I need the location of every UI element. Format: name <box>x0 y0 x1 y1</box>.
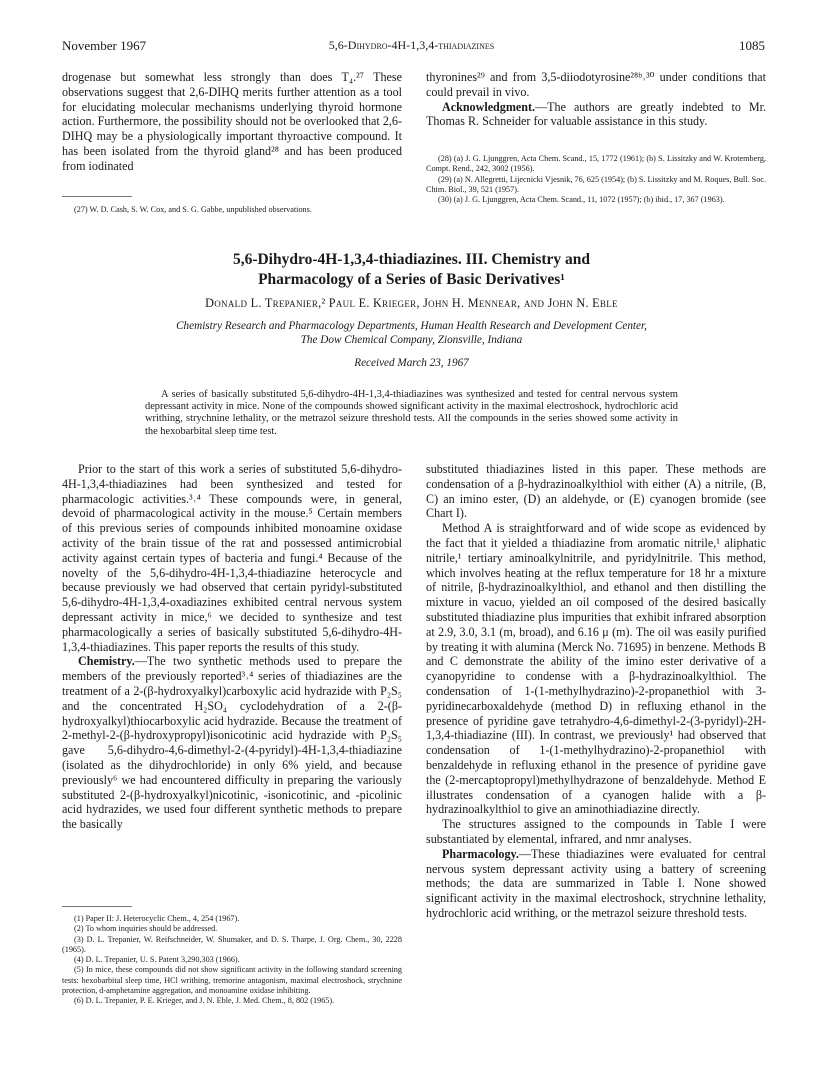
left-footnotes <box>62 914 402 1007</box>
top-left-paragraph: drogenase but somewhat less strongly than does T₄.²⁷ These observations suggest that 2,6-DIHQ merits further attention as a tool for elucidating molecular mechanisms underlying thyroid hormone action. Furthermore, the possibility should not be overlooked that 2,6-DIHQ may be a physiologically important thyroactive compound. It has been isolated from the thyroid gland²⁸ and has been produced from iodinated <box>62 70 402 173</box>
reference-list <box>426 154 766 205</box>
acknowledgment-paragraph <box>426 100 766 130</box>
footnote-item: (4) D. L. Trepanier, U. S. Patent 3,290,303 (1966). <box>74 955 240 965</box>
chemistry-text: —The two synthetic methods used to prepare the members of the previously reported³˒⁴ series of thiadiazines are the treatment of a 2-(β-hydroxyalkyl)carboxylic acid hydrazide with P₂S₅ and the concentrated H₂SO₄ cyclodehydration of a 2-(β-hydroxyalkyl)thiocarboxylic acid hydrazide. Because the treatment of 2-methyl-2-(β-hydroxypropyl)isonicotinic acid hydrazide with P₂S₅ gave 5,6-dihydro-4,6-dimethyl-2-(4-pyridyl)-4H-1,3,4-thiadiazine (isolated as the dihydrochloride) in only 6% yield, and because previously⁶ we had encountered difficulty in preparing the variously substituted 2-(β-hydroxyalkyl)nicotinic, -isonicotinic, and -picolinic acid hydrazides, we used four different synthetic methods to prepare the basically <box>62 654 402 832</box>
chemistry-heading: Chemistry. <box>78 654 135 669</box>
header-date: November 1967 <box>62 38 147 53</box>
received-date: Received March 23, 1967 <box>354 357 469 369</box>
affiliation-line-2: The Dow Chemical Company, Zionsville, Indiana <box>300 333 523 346</box>
top-left-text-block <box>62 70 402 174</box>
left-body-column <box>62 462 402 832</box>
intro-paragraph: Prior to the start of this work a series of substituted 5,6-dihydro-4H-1,3,4-thiadiazines had been synthesized and tested for pharmacologic activities.³˒⁴ These compounds were, in general, devoid of pharmacological activity in the mouse.⁵ Certain members of this previous series of compounds inhibited monoamine oxidase activity of the brain tissue of the rat and possessed antimicrobial activity against certain types of bacteria and fungi.⁴ Because of the novelty of the 5,6-dihydro-4H-1,3,4-thiadiazine heterocycle and because previously we had observed that certain pyridyl-substituted 5,6-dihydro-4H-1,3,4-oxadiazines exhibited central nervous system depressant activity in mice,⁶ we decided to synthesize and test pharmacologically a series of basically substituted 5,6-dihydro-4H-1,3,4-thiadiazines. This paper reports the results of this study. <box>62 462 402 654</box>
author-list: Donald L. Trepanier,² Paul E. Krieger, John H. Mennear, and John N. Eble <box>205 296 618 310</box>
top-right-text-block <box>426 70 766 129</box>
article-title <box>0 250 823 290</box>
structures-paragraph: The structures assigned to the compounds in Table I were substantiated by elemental, infrared, and nmr analyses. <box>426 817 766 846</box>
right-body-column <box>426 462 766 921</box>
footnote-item: (1) Paper II: J. Heterocyclic Chem., 4, 254 (1967). <box>74 914 240 923</box>
footnote-item: (2) To whom inquiries should be addressed. <box>74 924 218 934</box>
affiliation <box>0 320 823 347</box>
method-a-paragraph: Method A is straightforward and of wide scope as evidenced by the fact that it yielded a thiadiazine from aromatic nitrile,¹ aliphatic nitrile,¹ tertiary aminoalkylnitrile, and pyridylnitrile. This method, which involves heating at the reflux temperature for 18 hr a mixture of nitrile, β-hydrazinoalkylthiol, and ethanol and then distilling the mixture in vacuo, yielded an oil composed of the desired basically substituted thiadiazine plus impurities that exhibit infrared absorption at 2.9, 3.0, 3.1 (m, broad), and 6.16 μ (m). The oil was easily purified by treating it with alumina (Merck No. 71695) in benzene. Methods B and C demonstrate the ability of the imino ester derivative of a cyanopyridine to condense with a β-hydrazinoalkylthiol. The condensation of 1-(1-methylhydrazino)-2-propanethiol with 3-pyridinecarboxaldehyde (method D) in refluxing ethanol in the presence of pyridine gave tetrahydro-4,6-dimethyl-2-(3-pyridyl)-2H-1,3,4-thiadiazine (III). In contrast, we previously¹ had observed that condensation of 1-(1-methylhydrazino)-2-propanethiol with benzaldehyde in refluxing ethanol in the presence of pyridine gave the (2-mercaptopropyl)methylhydrazone of benzaldehyde. Method E illustrates condensation of a cyanogen halide with a β-hydrazinoalkylthiol to give an aminothiadiazine directly. <box>426 521 766 817</box>
footnote-item: (3) D. L. Trepanier, W. Reifschneider, W. Shumaker, and D. S. Tharpe, J. Org. Chem., 30, 2228 (1965). <box>62 934 402 954</box>
methods-paragraph: substituted thiadiazines listed in this paper. These methods are condensation of a β-hydrazinoalkylthiol with either (A) a nitrile, (B, C) an imino ester, (D) an aldehyde, or (E) cyanogen bromide (see Chart I). <box>426 462 766 521</box>
reference-item: (29) (a) N. Allegretti, Lijecnicki Vjesnik, 76, 625 (1954); (b) S. Lissitzky and M. Roques, Bull. Soc. Chim. Biol., 39, 521 (1957). <box>426 174 766 194</box>
footnote-27 <box>62 205 402 215</box>
affiliation-line-1: Chemistry Research and Pharmacology Departments, Human Health Research and Development Center, <box>176 320 647 332</box>
chemistry-paragraph <box>62 654 402 832</box>
reference-item: (28) (a) J. G. Ljunggren, Acta Chem. Scand., 15, 1772 (1961); (b) S. Lissitzky and W. Krotemberg, Compt. Rend., 242, 3002 (1956). <box>426 154 766 174</box>
footnote-item: (6) D. L. Trepanier, P. E. Krieger, and J. N. Eble, J. Med. Chem., 8, 802 (1965). <box>74 996 335 1006</box>
footnote-text: (27) W. D. Cash, S. W. Cox, and S. G. Gabbe, unpublished observations. <box>74 205 312 214</box>
footnote-rule <box>62 196 132 197</box>
acknowledgment-heading: Acknowledgment. <box>442 99 536 114</box>
footnote-item: (5) In mice, these compounds did not show significant activity in the following standard screening tests: hexobarbital sleep time, HCl writhing, tremorine antagonism, maximal electroshock, strychnine protection, d-amphetamine aggregation, and monoamine oxidase inhibiting. <box>62 965 402 996</box>
reference-item: (30) (a) J. G. Ljunggren, Acta Chem. Scand., 11, 1072 (1957); (b) ibid., 17, 367 (1963). <box>438 195 725 205</box>
pharmacology-paragraph <box>426 847 766 921</box>
pharmacology-heading: Pharmacology. <box>442 846 519 861</box>
pharmacology-text: —These thiadiazines were evaluated for central nervous system depressant activity using a battery of screening methods; the data are summarized in Table I. None showed significant activity in the maximal electroshock, strychnine lethality, hydrochloric acid writhing, or the metrazol seizure threshold tests. <box>426 846 766 920</box>
page-number: 1085 <box>739 38 765 53</box>
running-title: 5,6-Dihydro-4H-1,3,4-thiadiazines <box>328 38 495 52</box>
top-right-paragraph: thyronines²⁹ and from 3,5-diiodotyrosine²⁸ᵇ˒³⁰ under conditions that could prevail in vivo. <box>426 70 766 99</box>
footnote-rule <box>62 906 132 907</box>
acknowledgment-text: —The authors are greatly indebted to Mr. Thomas R. Schneider for valuable assistance in this study. <box>426 99 766 129</box>
title-line-1: 5,6-Dihydro-4H-1,3,4-thiadiazines. III. Chemistry and <box>232 251 591 268</box>
abstract-text: A series of basically substituted 5,6-dihydro-4H-1,3,4-thiadiazines was synthesized and tested for central nervous system depressant activity in mice. None of the compounds showed significant activity in the maximal electroshock, hydrochloric acid writhing, strychnine lethality, or the metrazol seizure threshold tests. All the compounds in the series showed some activity in the hexobarbital sleep time test. <box>145 389 678 437</box>
abstract <box>145 389 678 438</box>
title-line-2: Pharmacology of a Series of Basic Derivatives¹ <box>258 271 565 288</box>
